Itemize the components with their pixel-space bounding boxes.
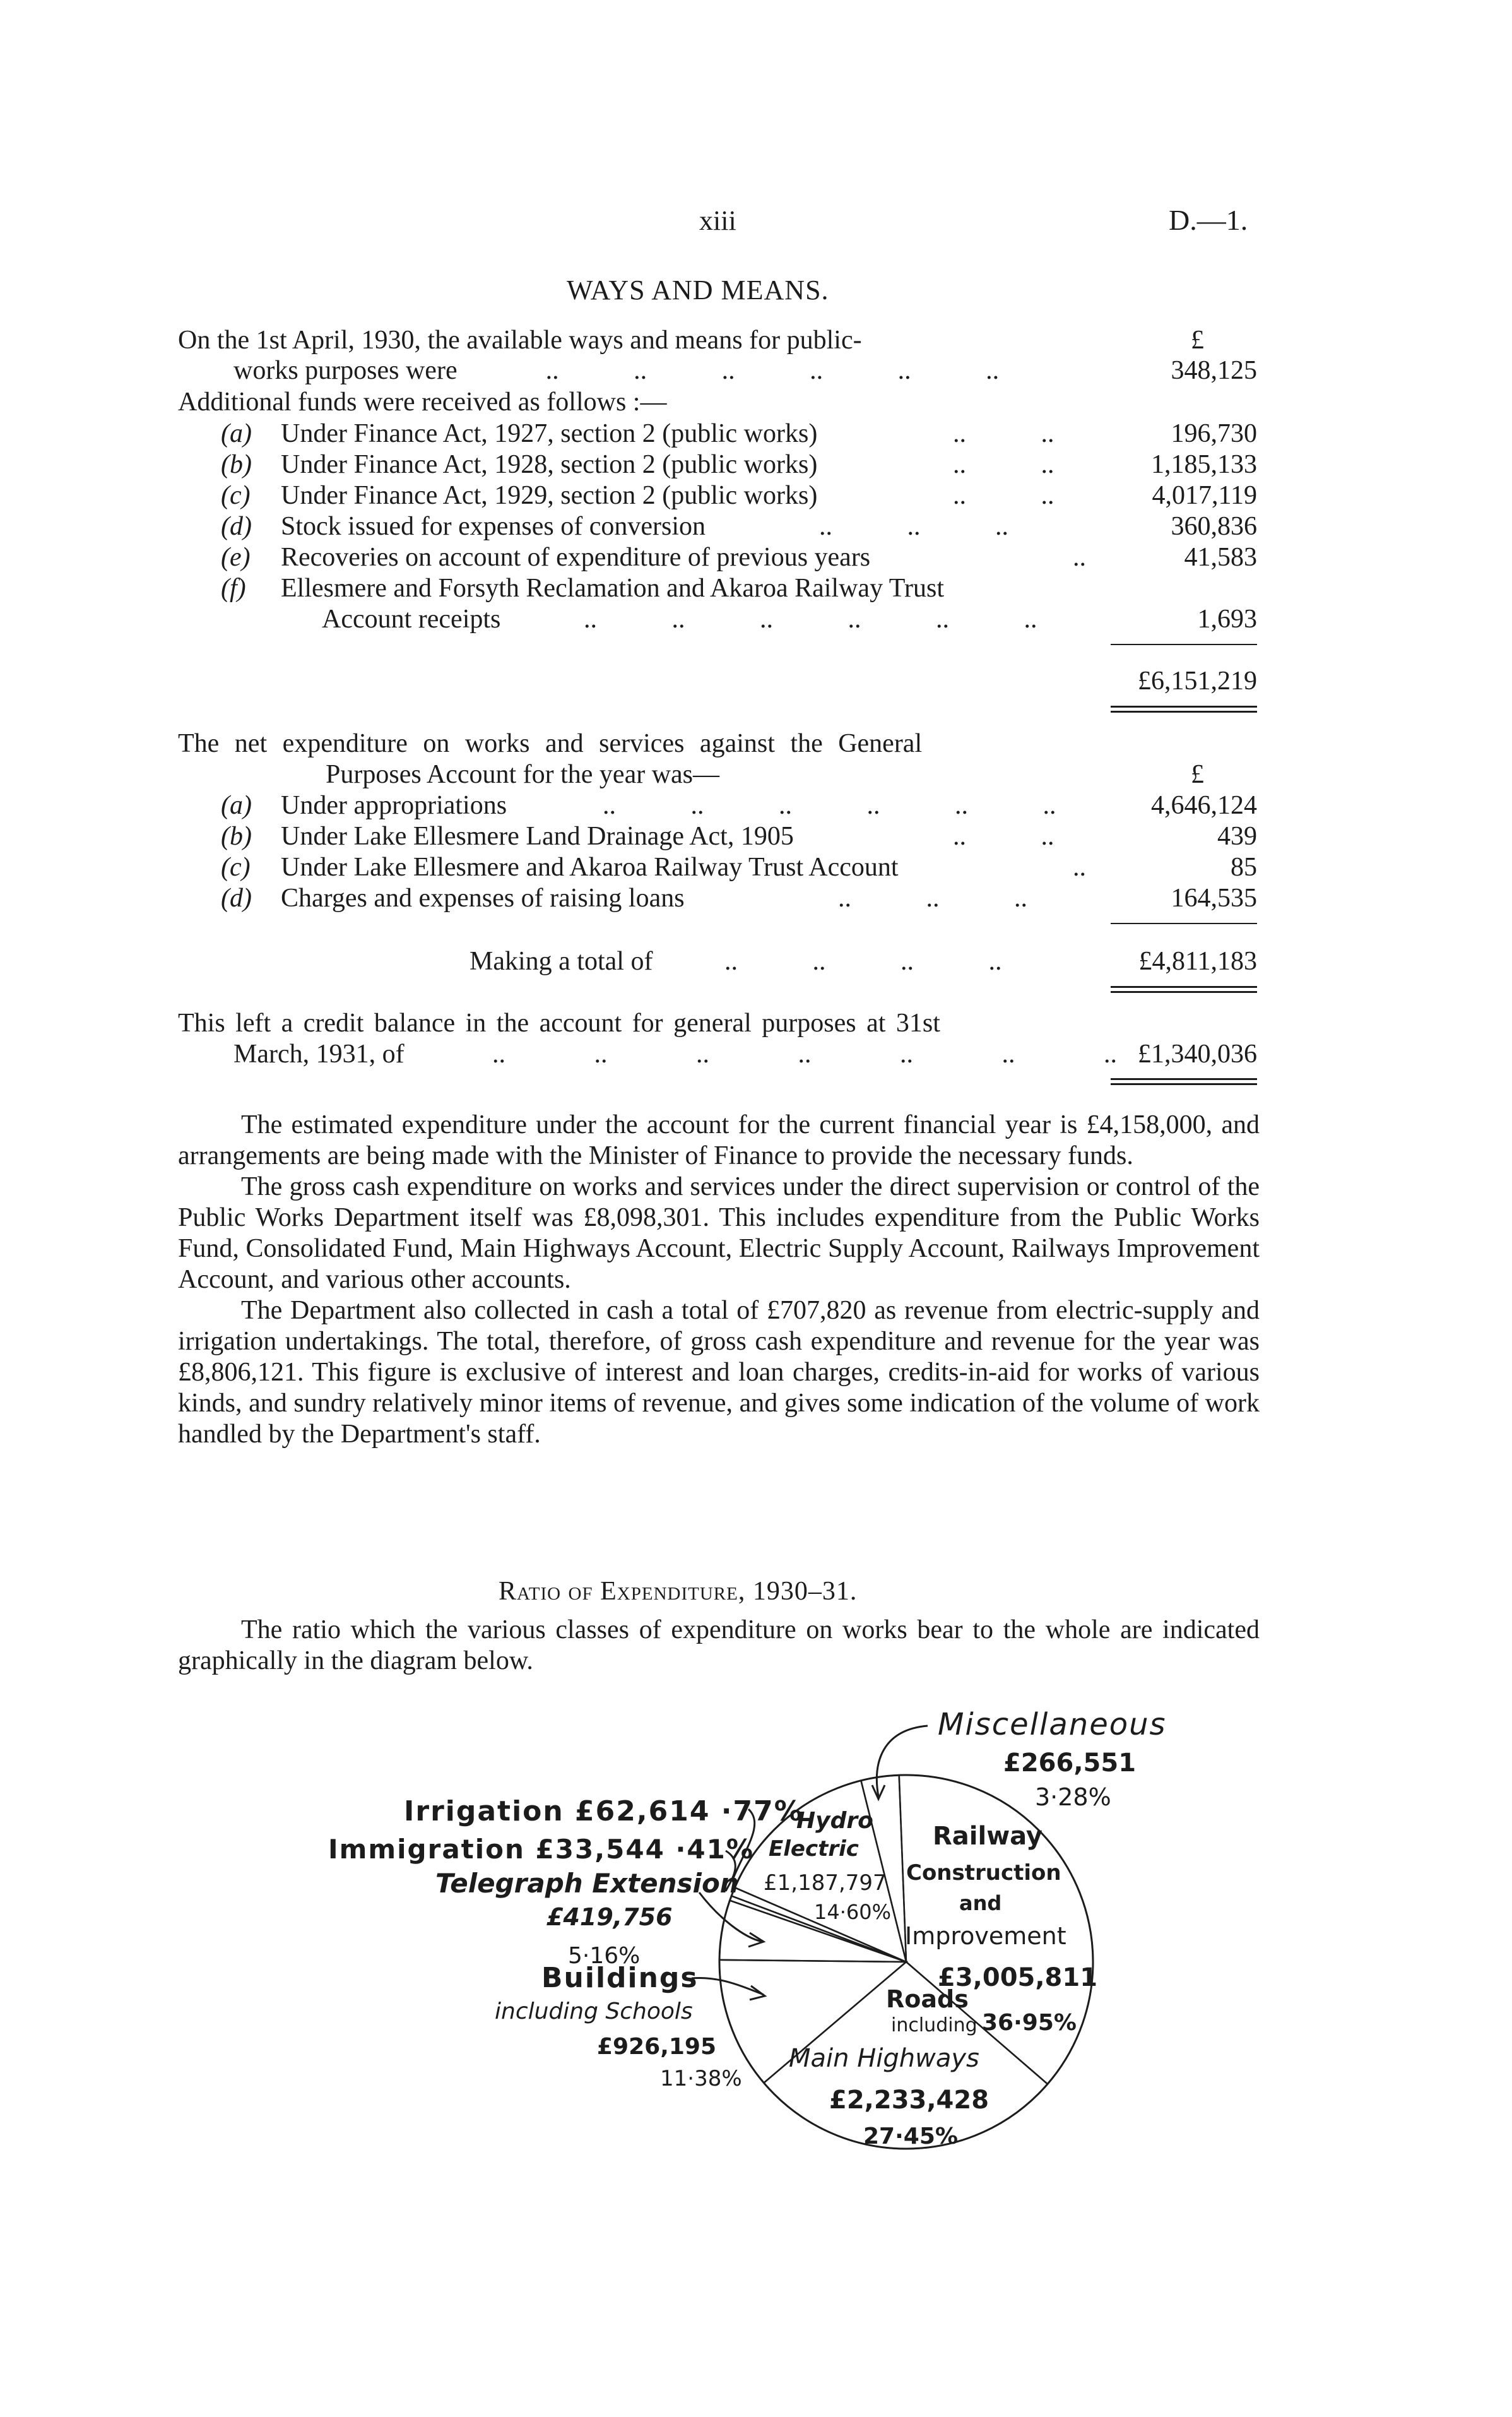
item-letter: (a) bbox=[221, 791, 252, 820]
label-roads-1: Roads bbox=[886, 1985, 969, 2013]
net-line-2: Purposes Account for the year was— bbox=[326, 760, 720, 789]
paragraph: The ratio which the various classes of expenditure on works bear to the whole are indicated graphically in the diagram below. bbox=[178, 1615, 1260, 1675]
opening-line-2 bbox=[233, 357, 999, 384]
double-rule-bottom bbox=[1111, 1083, 1257, 1085]
double-rule-top bbox=[1111, 986, 1257, 988]
arrowhead-miscellaneous bbox=[872, 1785, 885, 1799]
paragraph: The gross cash expenditure on works and services under the direct supervision or control of the Public Works Department itself was £8,098,301. This includes expenditure from the Public Works Fund, Consolidated Fund, Main Highways Account, Electric Supply Account, Railways Improvement Account, and various other accounts. bbox=[178, 1172, 1260, 1294]
leader-dots: .. .. bbox=[953, 419, 1054, 448]
item-amount: 4,017,119 bbox=[1152, 481, 1257, 510]
opening-currency: £ bbox=[1191, 326, 1204, 355]
item-amount: 164,535 bbox=[1171, 884, 1257, 913]
item-letter: (c) bbox=[221, 481, 251, 510]
leader-dots: .. .. .. .. .. .. bbox=[584, 605, 1037, 634]
label-railway-1: Railway bbox=[933, 1822, 1043, 1851]
pie-slice-miscellaneous bbox=[861, 1775, 906, 1962]
item-text: Ellesmere and Forsyth Reclamation and Akaroa Railway Trust bbox=[281, 574, 944, 603]
percent-miscellaneous: 3·28% bbox=[1035, 1783, 1111, 1811]
item-letter: (a) bbox=[221, 419, 252, 448]
pie-labels bbox=[328, 1707, 1167, 2149]
credit-line-1: This left a credit balance in the account for general purposes at 31st bbox=[178, 1009, 940, 1038]
arrow-irrigation bbox=[732, 1809, 755, 1881]
item-amount: 1,185,133 bbox=[1151, 450, 1257, 479]
label-hydro-1: Hydro bbox=[796, 1808, 873, 1834]
item-letter: (e) bbox=[221, 543, 251, 572]
amount-hydro: £1,187,797 bbox=[764, 1870, 887, 1896]
amount-telegraph: £419,756 bbox=[546, 1903, 673, 1931]
leader-dots: .. .. .. .. .. .. .. bbox=[492, 1040, 1117, 1069]
percent-hydro: 14·60% bbox=[814, 1900, 892, 1924]
item-letter: (b) bbox=[221, 450, 252, 479]
page-number: xiii bbox=[699, 205, 736, 236]
ratio-intro bbox=[178, 1615, 1260, 1677]
label-irrigation: Irrigation £62,614 ·77% bbox=[404, 1795, 803, 1827]
item-text: Recoveries on account of expenditure of previous years bbox=[281, 543, 871, 572]
ratio-title: Ratio of Expenditure, 1930–31. bbox=[499, 1577, 858, 1606]
leader-dots: .. .. .. bbox=[819, 512, 1008, 541]
opening-amount: 348,125 bbox=[1171, 356, 1257, 385]
amount-railway: £3,005,811 bbox=[938, 1963, 1098, 1992]
label-immigration: Immigration £33,544 ·41% bbox=[328, 1834, 754, 1865]
sum-rule bbox=[1111, 644, 1257, 645]
paragraph: The estimated expenditure under the account for the current financial year is £4,158,000, and arrangements are being made with the Minister of Finance to provide the necessary funds. bbox=[178, 1110, 1260, 1170]
double-rule-bottom bbox=[1111, 991, 1257, 993]
pie-slice-telegraph-extension bbox=[719, 1901, 906, 1962]
pie-slice-hydro-electric bbox=[735, 1781, 906, 1962]
pie-slices bbox=[719, 1775, 1093, 2149]
label-roads-3: Main Highways bbox=[789, 2044, 979, 2073]
item-text: Under Lake Ellesmere Land Drainage Act, 1905 bbox=[281, 822, 794, 851]
item-letter: (d) bbox=[221, 884, 252, 913]
credit-amount: £1,340,036 bbox=[1138, 1040, 1257, 1069]
label-buildings-2: including Schools bbox=[495, 1998, 693, 2024]
item-letter: (f) bbox=[221, 574, 246, 603]
label-miscellaneous: Miscellaneous bbox=[938, 1707, 1167, 1742]
item-letter: (c) bbox=[221, 853, 251, 882]
label-hydro-2: Electric bbox=[769, 1836, 859, 1862]
item-amount: 4,646,124 bbox=[1151, 791, 1257, 820]
arrowhead-buildings bbox=[750, 1986, 765, 2000]
amount-buildings: £926,195 bbox=[597, 2034, 717, 2060]
arrow-miscellaneous bbox=[877, 1726, 928, 1796]
percent-railway: 36·95% bbox=[982, 2010, 1077, 2036]
net-currency: £ bbox=[1191, 760, 1204, 789]
pie-slice-buildings-including-schools bbox=[719, 1960, 906, 2083]
arrow-telegraph bbox=[699, 1892, 762, 1942]
item-text: Under Lake Ellesmere and Akaroa Railway Trust Account bbox=[281, 853, 899, 882]
arrow-buildings bbox=[692, 1978, 764, 1995]
net-total: £4,811,183 bbox=[1138, 947, 1257, 976]
item-amount: 439 bbox=[1217, 822, 1257, 851]
leader-dots: .. .. bbox=[953, 822, 1054, 851]
body-text bbox=[178, 1110, 1260, 1450]
arrow-immigration bbox=[726, 1851, 735, 1891]
leader-dots: .. .. .. .. .. .. bbox=[603, 791, 1056, 820]
item-text: Under appropriations bbox=[281, 791, 507, 820]
pie-slice-immigration bbox=[730, 1896, 907, 1963]
leader-dots: .. .. bbox=[953, 450, 1054, 479]
opening-line-1: On the 1st April, 1930, the available ways and means for public- bbox=[178, 326, 862, 355]
item-text: Charges and expenses of raising loans bbox=[281, 884, 685, 913]
paragraph: The Department also collected in cash a total of £707,820 as revenue from electric-supply and irrigation undertakings. The total, therefore, of gross cash expenditure and revenue for the year was £8,806,121. This figure is exclusive of interest and loan charges, credits-in-aid for works of various kinds, and sundry relatively minor items of revenue, and gives some indication of the volume of work handled by the Department's staff. bbox=[178, 1296, 1260, 1449]
credit-line-2: March, 1931, of bbox=[233, 1040, 405, 1069]
item-amount: 1,693 bbox=[1197, 605, 1257, 634]
arrowhead-telegraph bbox=[748, 1933, 764, 1947]
additional-heading: Additional funds were received as follows :— bbox=[178, 388, 667, 417]
item-text: Under Finance Act, 1929, section 2 (public works) bbox=[281, 481, 818, 510]
pie-arrows bbox=[692, 1726, 928, 2000]
label-railway-3: and bbox=[959, 1891, 1002, 1915]
double-rule-top bbox=[1111, 706, 1257, 708]
leader-dots: .. bbox=[1073, 543, 1086, 572]
document-code: D.—1. bbox=[1169, 204, 1248, 236]
leader-dots: .. .. bbox=[953, 481, 1054, 510]
item-amount: 196,730 bbox=[1171, 419, 1257, 448]
opening-text: works purposes were bbox=[233, 356, 458, 385]
item-amount: 41,583 bbox=[1184, 543, 1257, 572]
label-telegraph: Telegraph Extension bbox=[435, 1868, 739, 1899]
double-rule-bottom bbox=[1111, 711, 1257, 713]
item-letter: (d) bbox=[221, 512, 252, 541]
item-text: Stock issued for expenses of conversion bbox=[281, 512, 706, 541]
item-letter: (b) bbox=[221, 822, 252, 851]
item-text-continued: Account receipts bbox=[322, 605, 501, 634]
ways-title: WAYS AND MEANS. bbox=[567, 275, 829, 306]
item-text: Under Finance Act, 1928, section 2 (public works) bbox=[281, 450, 818, 479]
leader-dots: .. .. .. bbox=[838, 884, 1027, 913]
item-amount: 360,836 bbox=[1171, 512, 1257, 541]
additional-total: £6,151,219 bbox=[1138, 667, 1257, 696]
amount-roads: £2,233,428 bbox=[829, 2086, 989, 2115]
pie-slice-railway-construction-and-improvement bbox=[899, 1775, 1093, 2084]
percent-roads: 27·45% bbox=[863, 2123, 958, 2149]
item-amount: 85 bbox=[1231, 853, 1257, 882]
pie-outline bbox=[719, 1775, 1093, 2149]
pie-slice-roads-including-main-highways bbox=[764, 1962, 1048, 2149]
leader-dots: .. .. .. .. .. .. bbox=[545, 356, 1000, 385]
net-line-1: The net expenditure on works and services against the General bbox=[178, 729, 923, 758]
sum-rule bbox=[1111, 923, 1257, 924]
item-text: Under Finance Act, 1927, section 2 (public works) bbox=[281, 419, 818, 448]
amount-miscellaneous: £266,551 bbox=[1003, 1749, 1137, 1778]
label-railway-2: Construction bbox=[906, 1860, 1061, 1885]
leader-dots: .. .. .. .. bbox=[724, 947, 1002, 976]
percent-buildings: 11·38% bbox=[660, 2066, 742, 2091]
label-buildings-1: Buildings bbox=[541, 1962, 699, 1994]
percent-telegraph: 5·16% bbox=[568, 1943, 641, 1969]
leader-dots: .. bbox=[1073, 853, 1086, 882]
label-roads-2: including bbox=[891, 2014, 977, 2036]
label-railway-4: Improvement bbox=[905, 1922, 1066, 1950]
pie-slice-irrigation bbox=[731, 1887, 906, 1962]
double-rule-top bbox=[1111, 1078, 1257, 1080]
net-total-label: Making a total of bbox=[470, 947, 653, 976]
